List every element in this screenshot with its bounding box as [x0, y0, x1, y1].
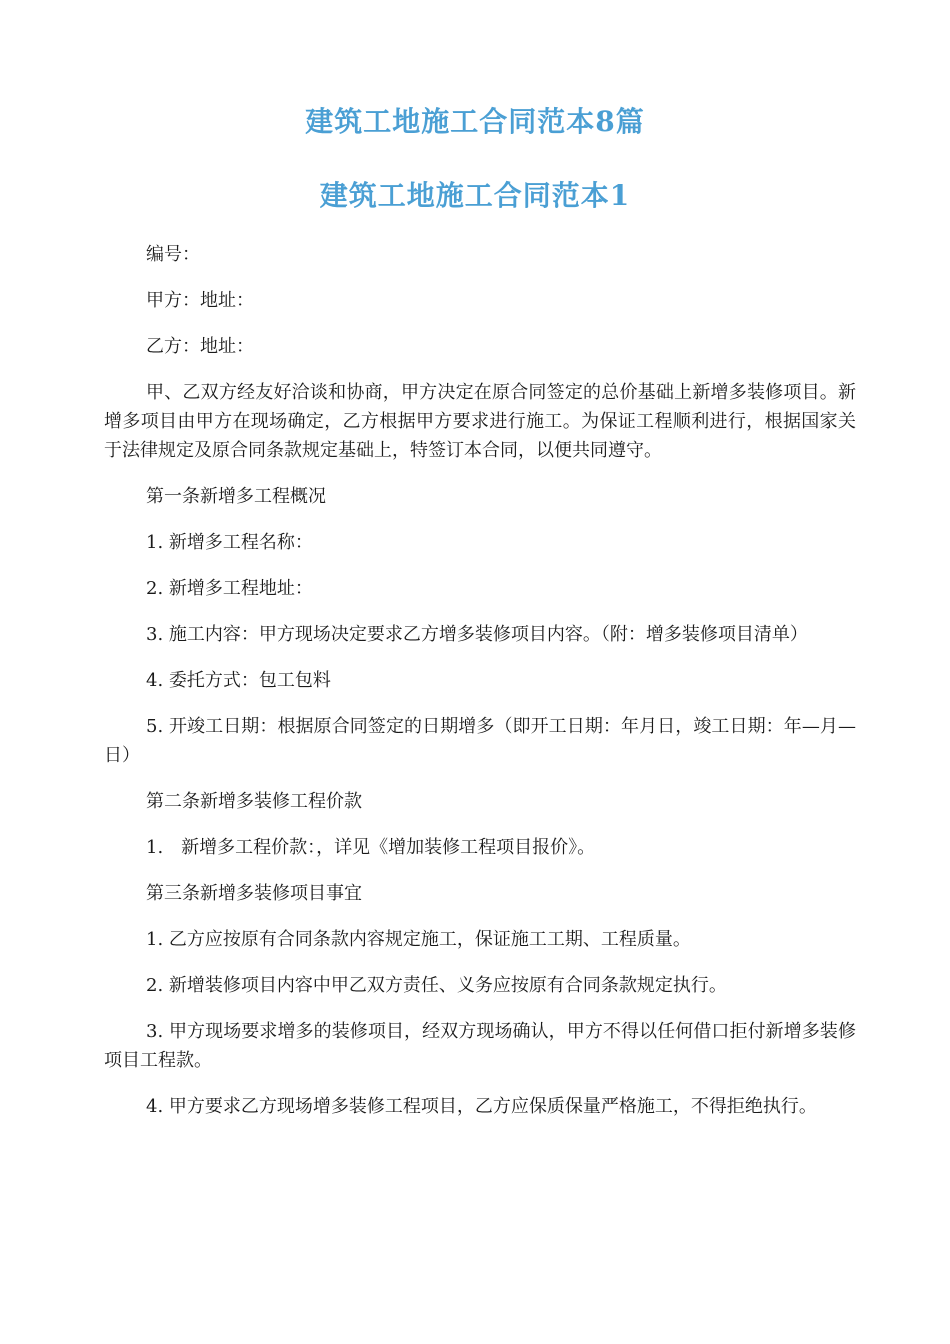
paragraph-preamble: 甲、乙双方经友好洽谈和协商，甲方决定在原合同签定的总价基础上新增多装修项目。新增多项目由甲方在现场确定，乙方根据甲方要求进行施工。为保证工程顺利进行，根据国家关于法律规定及原合同条款规定基础上，特签订本合同，以便共同遵守。 — [104, 382, 856, 461]
clause-2-1: 1. 新增多工程价款：，详见《增加装修工程项目报价》。 — [146, 837, 596, 858]
clause-1-1: 1. 新增多工程名称： — [146, 532, 313, 553]
section-heading-1: 第一条新增多工程概况 — [146, 486, 326, 507]
paragraph-party-a: 甲方：地址： — [146, 290, 254, 311]
clause-3-3: 3. 甲方现场要求增多的装修项目，经双方现场确认，甲方不得以任何借口拒付新增多装修项目工程款。 — [104, 1021, 856, 1071]
paragraph-party-b: 乙方：地址： — [146, 336, 254, 357]
clause-3-2: 2. 新增装修项目内容中甲乙双方责任、义务应按原有合同条款规定执行。 — [146, 975, 727, 996]
section-heading-2: 第二条新增多装修工程价款 — [146, 791, 362, 812]
clause-1-4: 4. 委托方式：包工包料 — [146, 670, 331, 691]
contract-body — [104, 240, 856, 1138]
paragraph-serial-number: 编号： — [146, 244, 200, 265]
section-heading-3: 第三条新增多装修项目事宜 — [146, 883, 362, 904]
clause-1-3: 3. 施工内容：甲方现场决定要求乙方增多装修项目内容。（附：增多装修项目清单） — [146, 624, 808, 645]
document-title: 建筑工地施工合同范本8篇 — [305, 105, 645, 138]
clause-1-5: 5. 开竣工日期：根据原合同签定的日期增多（即开工日期：年月日，竣工日期：年—月—日） — [104, 716, 856, 766]
clause-3-1: 1. 乙方应按原有合同条款内容规定施工，保证施工工期、工程质量。 — [146, 929, 691, 950]
contract-title: 建筑工地施工合同范本1 — [319, 179, 631, 212]
clause-1-2: 2. 新增多工程地址： — [146, 578, 313, 599]
clause-3-4: 4. 甲方要求乙方现场增多装修工程项目，乙方应保质保量严格施工，不得拒绝执行。 — [146, 1096, 817, 1117]
